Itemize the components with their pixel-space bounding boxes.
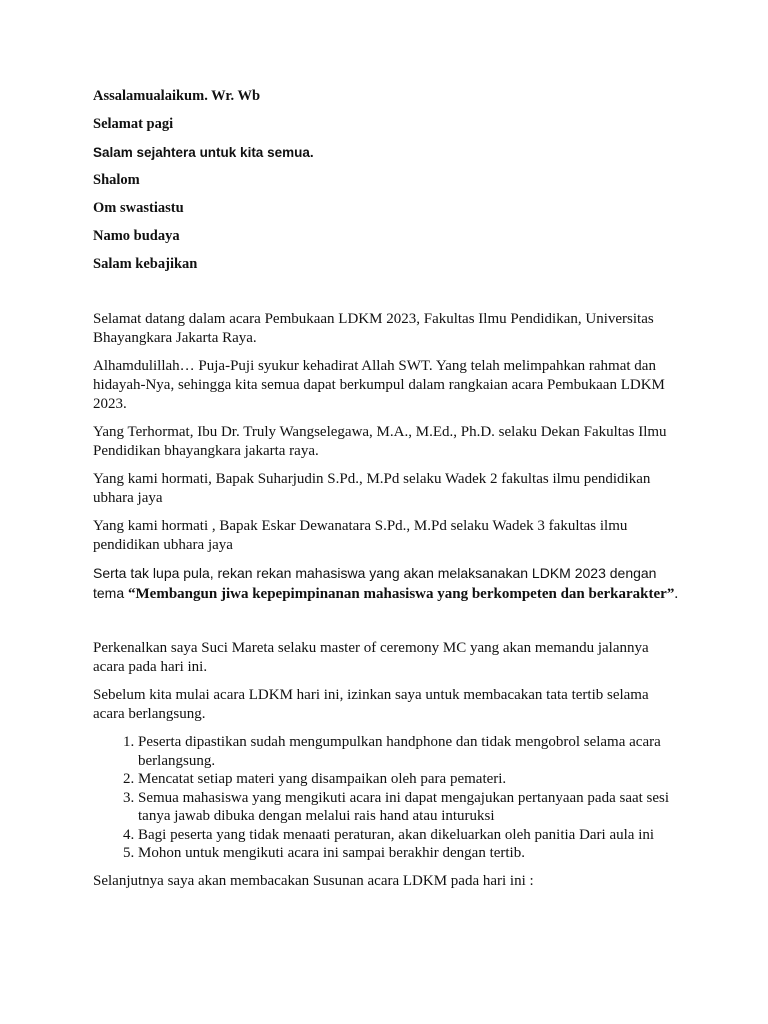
wadek3-paragraph: Yang kami hormati , Bapak Eskar Dewanatara S.Pd., M.Pd selaku Wadek 3 fakultas ilmu pendidikan ubhara jaya	[93, 518, 628, 553]
students-suffix: .	[674, 586, 679, 602]
greeting-shalom: Shalom	[93, 172, 140, 188]
mc-intro-paragraph: Perkenalkan saya Suci Mareta selaku master of ceremony MC yang akan memandu jalannya acara pada hari ini.	[93, 640, 649, 675]
greeting-namo-budaya: Namo budaya	[93, 228, 180, 244]
blank-line	[93, 284, 688, 310]
list-item: 2. Mencatat setiap materi yang disampaikan oleh para pemateri.	[138, 770, 683, 789]
list-item: 4. Bagi peserta yang tidak menaati peraturan, akan dikeluarkan oleh panitia Dari aula ini	[138, 826, 683, 845]
blank-line	[93, 613, 688, 639]
list-item: 5. Mohon untuk mengikuti acara ini sampai berakhir dengan tertib.	[138, 844, 683, 863]
greeting-assalamualaikum: Assalamualaikum. Wr. Wb	[93, 88, 261, 104]
students-text: Serta tak lupa pula, rekan rekan mahasiswa yang akan melaksanakan LDKM 2023 dengan tema	[93, 565, 657, 601]
list-item: 1. Peserta dipastikan sudah mengumpulkan handphone dan tidak mengobrol selama acara berlangsung.	[138, 733, 683, 770]
dean-paragraph: Yang Terhormat, Ibu Dr. Truly Wangselegawa, M.A., M.Ed., Ph.D. selaku Dekan Fakultas Ilmu Pendidikan bhayangkara jakarta raya.	[93, 424, 667, 459]
wadek2-paragraph: Yang kami hormati, Bapak Suharjudin S.Pd., M.Pd selaku Wadek 2 fakultas ilmu pendidikan ubhara jaya	[93, 471, 651, 506]
rules-list	[93, 733, 683, 863]
greeting-selamat-pagi: Selamat pagi	[93, 116, 174, 132]
greeting-salam-kebajikan: Salam kebajikan	[93, 256, 198, 272]
closing-paragraph: Selanjutnya saya akan membacakan Susunan acara LDKM pada hari ini :	[93, 872, 534, 889]
welcome-paragraph: Selamat datang dalam acara Pembukaan LDKM 2023, Fakultas Ilmu Pendidikan, Universitas Bhayangkara Jakarta Raya.	[93, 311, 654, 346]
greeting-salam-sejahtera: Salam sejahtera untuk kita semua.	[93, 145, 314, 160]
event-theme: “Membangun jiwa kepepimpinanan mahasiswa yang berkompeten dan berkarakter”	[128, 586, 675, 602]
gratitude-paragraph: Alhamdulillah… Puja-Puji syukur kehadirat Allah SWT. Yang telah melimpahkan rahmat dan hidayah-Nya, sehingga kita semua dapat berkumpul dalam rangkaian acara Pembukaan LDKM 2023.	[93, 358, 665, 412]
students-paragraph	[93, 564, 683, 604]
greeting-om-swastiastu: Om swastiastu	[93, 200, 184, 216]
list-item: 3. Semua mahasiswa yang mengikuti acara ini dapat mengajukan pertanyaan pada saat sesi tanya jawab dibuka dengan melalui rais hand atau inturuksi	[138, 789, 683, 826]
rules-intro-paragraph: Sebelum kita mulai acara LDKM hari ini, izinkan saya untuk membacakan tata tertib selama acara berlangsung.	[93, 687, 649, 722]
